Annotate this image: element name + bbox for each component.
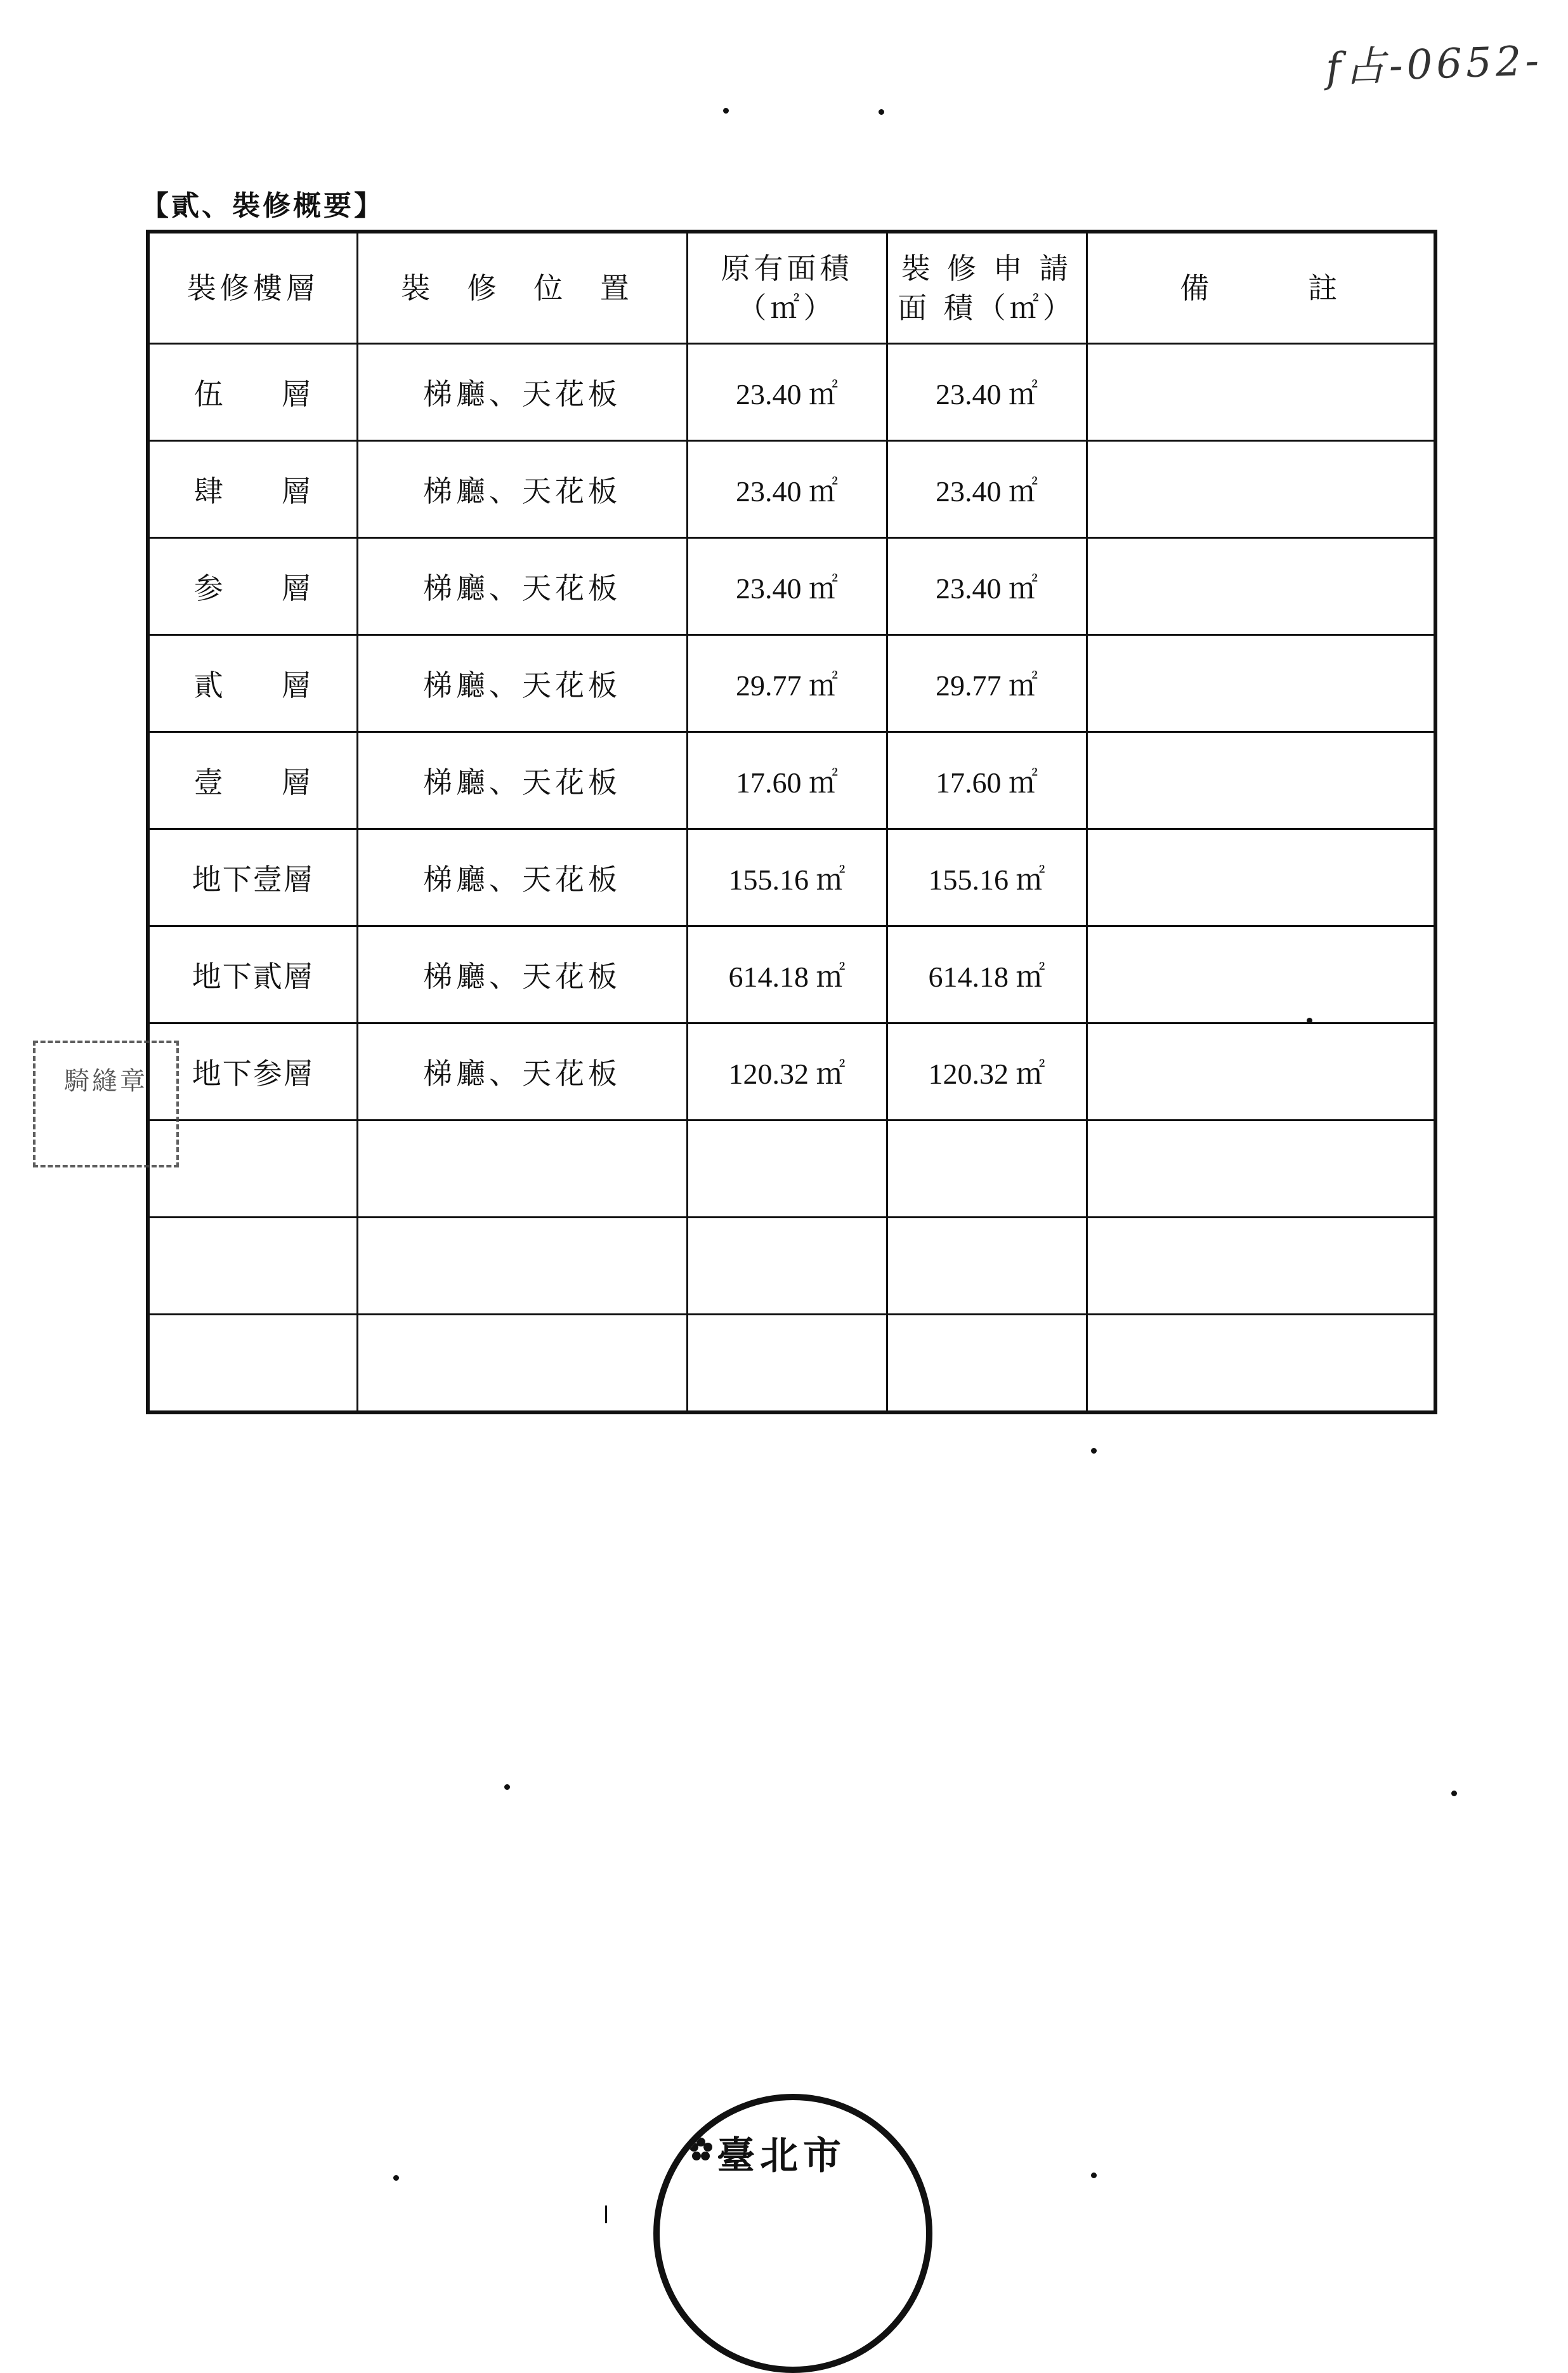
- applied-area-cell: 23.40 ㎡: [887, 441, 1087, 538]
- remark-cell: [1087, 1121, 1435, 1218]
- seam-seal-stamp: [33, 1041, 179, 1167]
- scan-speck: [1091, 1448, 1097, 1454]
- location-cell: 梯廳、天花板: [357, 635, 687, 732]
- applied-area-cell: 23.40 ㎡: [887, 538, 1087, 635]
- floor-name-part1: 参: [193, 571, 225, 605]
- table-row: [148, 829, 1435, 926]
- remark-cell: [1087, 1218, 1435, 1315]
- remark-cell: [1087, 829, 1435, 926]
- floor-name-part2: 層: [281, 474, 312, 508]
- header-applied-area: [887, 232, 1087, 344]
- original-area-cell: 614.18 ㎡: [687, 926, 887, 1023]
- floor-cell: [148, 1121, 357, 1218]
- floor-cell: [148, 829, 357, 926]
- original-area-cell: [687, 1315, 887, 1413]
- remark-cell: [1087, 538, 1435, 635]
- official-seal-stamp: [653, 2094, 932, 2373]
- applied-area-cell: [887, 1315, 1087, 1413]
- renovation-summary-table: [146, 230, 1437, 1414]
- original-area-cell: [687, 1121, 887, 1218]
- header-applied-area-line1: 裝 修 申 請: [901, 251, 1073, 286]
- table-row: [148, 538, 1435, 635]
- location-cell: 梯廳、天花板: [357, 732, 687, 829]
- floor-name-part1: 地下参層: [192, 1056, 314, 1091]
- scan-speck: [393, 2175, 399, 2181]
- location-cell: 梯廳、天花板: [357, 344, 687, 441]
- remark-cell: [1087, 1023, 1435, 1121]
- floor-name-part1: 壹: [193, 765, 225, 799]
- table-row: [148, 1218, 1435, 1315]
- applied-area-cell: 17.60 ㎡: [887, 732, 1087, 829]
- location-cell: 梯廳、天花板: [357, 926, 687, 1023]
- location-cell: 梯廳、天花板: [357, 441, 687, 538]
- floor-cell: [148, 1315, 357, 1413]
- header-remark: [1087, 232, 1435, 344]
- applied-area-cell: 614.18 ㎡: [887, 926, 1087, 1023]
- scan-speck: [504, 1784, 510, 1790]
- header-floor: 裝修樓層: [148, 232, 357, 344]
- remark-cell: [1087, 732, 1435, 829]
- floor-cell: [148, 538, 357, 635]
- header-original-area-line1: 原有面積: [721, 251, 853, 286]
- original-area-cell: 29.77 ㎡: [687, 635, 887, 732]
- seam-seal-text: 騎縫章: [64, 1067, 148, 1096]
- handwritten-file-number: f占-0652-: [1325, 37, 1544, 92]
- applied-area-cell: 155.16 ㎡: [887, 829, 1087, 926]
- original-area-cell: 17.60 ㎡: [687, 732, 887, 829]
- original-area-cell: 23.40 ㎡: [687, 441, 887, 538]
- table-row: [148, 732, 1435, 829]
- scan-mark: [605, 2205, 607, 2223]
- original-area-cell: 120.32 ㎡: [687, 1023, 887, 1121]
- remark-cell: [1087, 926, 1435, 1023]
- header-remark-part2: 註: [1308, 270, 1342, 305]
- location-cell: 梯廳、天花板: [357, 538, 687, 635]
- location-cell: [357, 1315, 687, 1413]
- floor-cell: [148, 441, 357, 538]
- location-cell: [357, 1218, 687, 1315]
- original-area-cell: 23.40 ㎡: [687, 344, 887, 441]
- floor-cell: [148, 344, 357, 441]
- floor-cell: [148, 926, 357, 1023]
- table-row: [148, 1315, 1435, 1413]
- floor-name-part2: 層: [281, 668, 312, 702]
- table-row: [148, 344, 1435, 441]
- floor-name-part1: 伍: [193, 377, 225, 411]
- scan-speck: [723, 108, 729, 114]
- scan-speck: [879, 109, 884, 115]
- remark-cell: [1087, 1315, 1435, 1413]
- header-applied-area-line2: 面 積（㎡）: [898, 291, 1076, 325]
- floor-name-part1: 地下壹層: [192, 862, 314, 897]
- remark-cell: [1087, 344, 1435, 441]
- table-header-row: [148, 232, 1435, 344]
- floor-name-part2: 層: [281, 377, 312, 411]
- applied-area-cell: [887, 1218, 1087, 1315]
- floor-name-part2: 層: [281, 765, 312, 799]
- original-area-cell: [687, 1218, 887, 1315]
- remark-cell: [1087, 635, 1435, 732]
- official-seal-text: 臺北市: [717, 2134, 846, 2178]
- table-row: [148, 441, 1435, 538]
- header-location-label: 裝 修 位 置: [401, 270, 643, 305]
- location-cell: 梯廳、天花板: [357, 1023, 687, 1121]
- header-original-area-line2: （㎡）: [737, 291, 837, 325]
- floor-name-part1: 貳: [193, 668, 225, 702]
- floor-cell: [148, 1218, 357, 1315]
- floor-name-part1: 肆: [193, 474, 225, 508]
- remark-cell: [1087, 441, 1435, 538]
- applied-area-cell: 23.40 ㎡: [887, 344, 1087, 441]
- location-cell: [357, 1121, 687, 1218]
- table-body: [148, 344, 1435, 1413]
- applied-area-cell: [887, 1121, 1087, 1218]
- floor-name-part1: 地下貳層: [192, 959, 314, 994]
- scan-speck: [1451, 1791, 1457, 1796]
- table-row: [148, 1023, 1435, 1121]
- location-cell: 梯廳、天花板: [357, 829, 687, 926]
- scan-speck: [1091, 2173, 1097, 2178]
- section-heading: 【貳、裝修概要】: [141, 190, 384, 222]
- scan-speck: [1307, 1018, 1312, 1023]
- table-row: [148, 635, 1435, 732]
- floor-cell: [148, 1023, 357, 1121]
- floor-cell: [148, 635, 357, 732]
- applied-area-cell: 120.32 ㎡: [887, 1023, 1087, 1121]
- floor-cell: [148, 732, 357, 829]
- header-original-area: [687, 232, 887, 344]
- applied-area-cell: 29.77 ㎡: [887, 635, 1087, 732]
- plum-blossom-icon: [688, 2137, 714, 2162]
- header-location: [357, 232, 687, 344]
- original-area-cell: 155.16 ㎡: [687, 829, 887, 926]
- original-area-cell: 23.40 ㎡: [687, 538, 887, 635]
- table-row: [148, 926, 1435, 1023]
- floor-name-part2: 層: [281, 571, 312, 605]
- table-row: [148, 1121, 1435, 1218]
- header-remark-part1: 備: [1180, 270, 1213, 305]
